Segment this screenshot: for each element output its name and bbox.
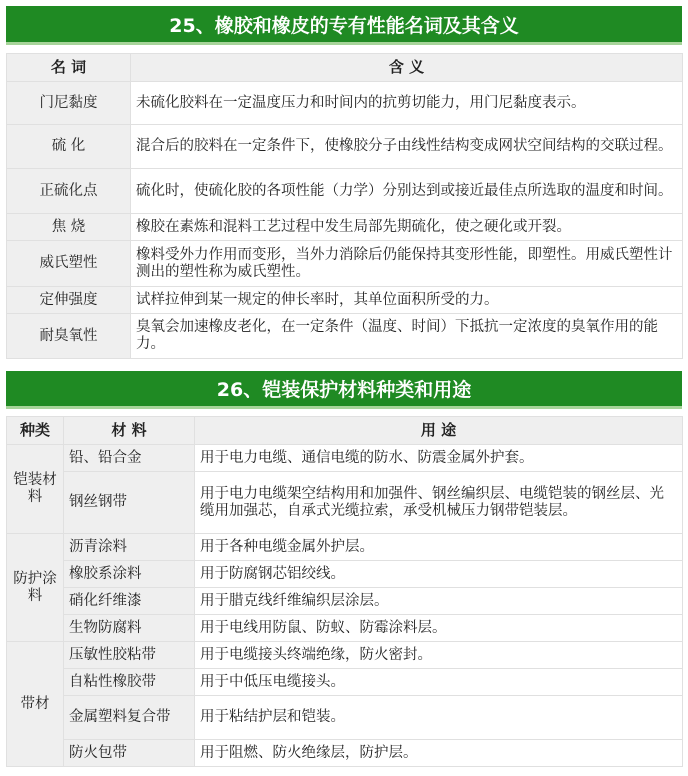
header-meaning: 含 义 <box>131 54 683 82</box>
meaning-cell: 混合后的胶料在一定条件下，使橡胶分子由线性结构变成网状空间结构的交联过程。 <box>131 125 683 169</box>
use-cell: 用于电力电缆、通信电缆的防水、防震金属外护套。 <box>195 445 683 472</box>
meaning-cell: 试样拉伸到某一规定的伸长率时，其单位面积所受的力。 <box>131 287 683 314</box>
section-25-title-text: 25、橡胶和橡皮的专有性能名词及其含义 <box>169 14 519 37</box>
term-cell: 威氏塑性 <box>7 241 131 287</box>
table-row <box>7 561 683 588</box>
use-cell: 用于粘结护层和铠装。 <box>195 696 683 740</box>
meaning-cell: 未硫化胶料在一定温度压力和时间内的抗剪切能力，用门尼黏度表示。 <box>131 82 683 125</box>
term-cell: 定伸强度 <box>7 287 131 314</box>
table-row <box>7 169 683 214</box>
table-row <box>7 241 683 287</box>
terms-table <box>6 53 683 359</box>
use-cell: 用于腊克线纤维编织层涂层。 <box>195 588 683 615</box>
use-cell: 用于阻燃、防火绝缘层，防护层。 <box>195 740 683 767</box>
term-cell: 正硫化点 <box>7 169 131 214</box>
header-category: 种类 <box>7 417 64 445</box>
material-cell: 自粘性橡胶带 <box>64 669 195 696</box>
use-cell: 用于各种电缆金属外护层。 <box>195 534 683 561</box>
table-row <box>7 125 683 169</box>
table-row <box>7 642 683 669</box>
terms-header-row <box>7 54 683 82</box>
material-cell: 压敏性胶粘带 <box>64 642 195 669</box>
material-cell: 生物防腐料 <box>64 615 195 642</box>
use-cell: 用于电缆接头终端绝缘，防火密封。 <box>195 642 683 669</box>
header-use: 用 途 <box>195 417 683 445</box>
category-cell: 防护涂料 <box>7 534 64 642</box>
use-cell: 用于电力电缆架空结构用和加强件、钢丝编织层、电缆铠装的钢丝层、光缆用加强芯，自承式光缆拉索，承受机械压力钢带铠装层。 <box>195 472 683 534</box>
use-cell: 用于中低压电缆接头。 <box>195 669 683 696</box>
material-cell: 铅、铅合金 <box>64 445 195 472</box>
materials-header-row <box>7 417 683 445</box>
table-row <box>7 615 683 642</box>
materials-table <box>6 416 683 767</box>
header-term: 名 词 <box>7 54 131 82</box>
meaning-cell: 臭氧会加速橡皮老化，在一定条件（温度、时间）下抵抗一定浓度的臭氧作用的能力。 <box>131 314 683 359</box>
table-row <box>7 287 683 314</box>
material-cell: 防火包带 <box>64 740 195 767</box>
table-row <box>7 445 683 472</box>
table-row <box>7 214 683 241</box>
table-row <box>7 82 683 125</box>
material-cell: 硝化纤维漆 <box>64 588 195 615</box>
table-row <box>7 314 683 359</box>
table-row <box>7 588 683 615</box>
table-row <box>7 740 683 767</box>
header-material: 材 料 <box>64 417 195 445</box>
table-row <box>7 669 683 696</box>
section-26-title <box>6 371 682 406</box>
term-cell: 耐臭氧性 <box>7 314 131 359</box>
meaning-cell: 橡料受外力作用而变形，当外力消除后仍能保持其变形性能，即塑性。用威氏塑性计测出的塑性称为威氏塑性。 <box>131 241 683 287</box>
term-cell: 硫 化 <box>7 125 131 169</box>
section-25-title <box>6 6 682 42</box>
table-row <box>7 696 683 740</box>
material-cell: 沥青涂料 <box>64 534 195 561</box>
category-cell: 铠装材料 <box>7 445 64 534</box>
use-cell: 用于防腐钢芯铝绞线。 <box>195 561 683 588</box>
use-cell: 用于电线用防鼠、防蚁、防霉涂料层。 <box>195 615 683 642</box>
material-cell: 橡胶系涂料 <box>64 561 195 588</box>
category-cell: 带材 <box>7 642 64 767</box>
table-row <box>7 472 683 534</box>
material-cell: 钢丝钢带 <box>64 472 195 534</box>
meaning-cell: 橡胶在素炼和混料工艺过程中发生局部先期硫化，使之硬化或开裂。 <box>131 214 683 241</box>
term-cell: 门尼黏度 <box>7 82 131 125</box>
meaning-cell: 硫化时，使硫化胶的各项性能（力学）分别达到或接近最佳点所选取的温度和时间。 <box>131 169 683 214</box>
material-cell: 金属塑料复合带 <box>64 696 195 740</box>
section-26-title-text: 26、铠装保护材料种类和用途 <box>216 379 472 401</box>
table-row <box>7 534 683 561</box>
term-cell: 焦 烧 <box>7 214 131 241</box>
